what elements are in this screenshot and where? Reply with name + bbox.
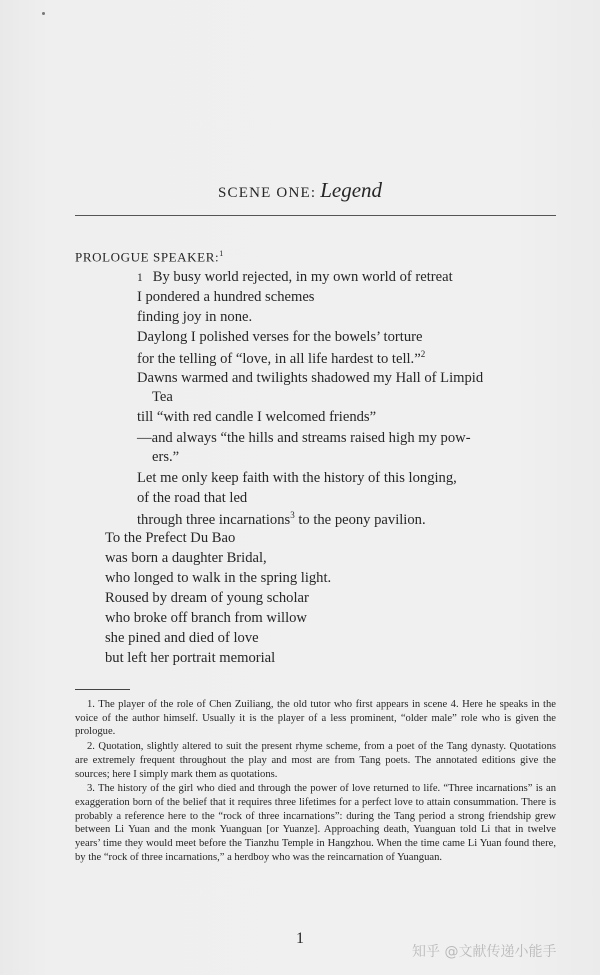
scene-name: Legend [320,178,383,202]
verse-text: Roused by dream of young scholar [105,590,309,606]
page-number: 1 [296,930,304,947]
verse-text: By busy world rejected, in my own world of retreat [152,269,453,285]
verse-line [137,329,422,346]
verse-line [105,630,259,647]
verse-text: —and always “the hills and streams raised high my pow- [137,430,471,446]
verse-text: was born a daughter Bridal, [105,550,267,566]
verse-text: Daylong I polished verses for the bowels’ torture [137,329,423,345]
verse-line [137,409,376,426]
footnote-rule [75,689,130,690]
verse-text: ers.” [152,449,180,465]
verse-line [137,289,315,306]
verse-text: till “with red candle I welcomed friends” [137,409,377,425]
verse-line [105,530,235,547]
speaker-note-ref: 1 [219,249,224,258]
verse-line-continuation [152,449,179,466]
verse-text: through three incarnations [137,511,291,528]
verse-line-continuation [152,389,173,406]
verse-text: who longed to walk in the spring light. [105,570,332,586]
verse-text: she pined and died of love [105,630,259,646]
verse-line [137,430,471,447]
verse-line [137,349,425,368]
verse-text: Let me only keep faith with the history of this longing, [137,470,457,486]
verse-text: To the Prefect Du Bao [105,530,236,546]
verse-line [105,590,309,607]
verse-line [137,510,426,529]
verse-line [137,370,483,387]
verse-text-after: to the peony pavilion. [294,511,426,528]
verse-text: Tea [152,389,173,405]
footnote: 2. Quotation, slightly altered to suit the present rhyme scheme, from a poet of the Tang dynasty. Quotations are extremely frequent throughout the play and most are from Tang poets. The annotated editions give the sources; here I simply mark them as quotations. [75,741,556,780]
verse-text: who broke off branch from willow [105,610,307,626]
verse-line-number: 1 [137,272,143,284]
verse-text: but left her portrait memorial [105,650,276,666]
verse-line [137,269,453,286]
verse-line [137,490,247,507]
heading-rule [75,215,556,216]
verse-line [105,570,331,587]
verse-line [137,470,457,487]
prologue-speaker [75,249,224,265]
speaker-label: PROLOGUE SPEAKER: [75,249,220,265]
verse-line [105,550,267,567]
scene-label: SCENE ONE: [217,185,317,201]
verse-line [105,610,307,627]
watermark: 知乎 @文献传递小能手 [412,944,557,960]
verse-line [105,650,275,667]
scene-heading [0,178,600,203]
verse-text: finding joy in none. [137,309,253,325]
footnotes [75,698,556,865]
verse-text: for the telling of “love, in all life hardest to tell.” [137,350,421,367]
page-speck [42,12,45,15]
verse-line [137,309,252,326]
verse-note-ref: 3 [290,510,295,520]
verse-text: of the road that led [137,490,248,506]
verse-text: I pondered a hundred schemes [137,289,315,305]
footnote: 1. The player of the role of Chen Zuiliang, the old tutor who first appears in scene 4. Here he speaks in the voice of the author himself. Usually it is the player of a less prominent, “older male” role who is given the prologue. [75,699,556,738]
verse-note-ref: 2 [420,349,426,359]
footnote: 3. The history of the girl who died and through the power of love returned to life. “Three incarnations” is an exaggeration born of the belief that it requires three lifetimes for a perfect love to attain consummation. There is probably a reference here to the “rock of three incarnations”: during the Tang period a strong friendship grew between Li Yuan and the monk Yuanguan [or Yuanze]. Approaching death, Yuanguan told Li that in twelve years’ time they would meet before the Tianzhu Temple in Hangzhou. When the time came Li Yuan found there, by the “rock of three incarnations,” a herdboy who was the reincarnation of Yuanguan. [75,783,556,863]
verse-text: Dawns warmed and twilights shadowed my Hall of Limpid [137,370,484,386]
